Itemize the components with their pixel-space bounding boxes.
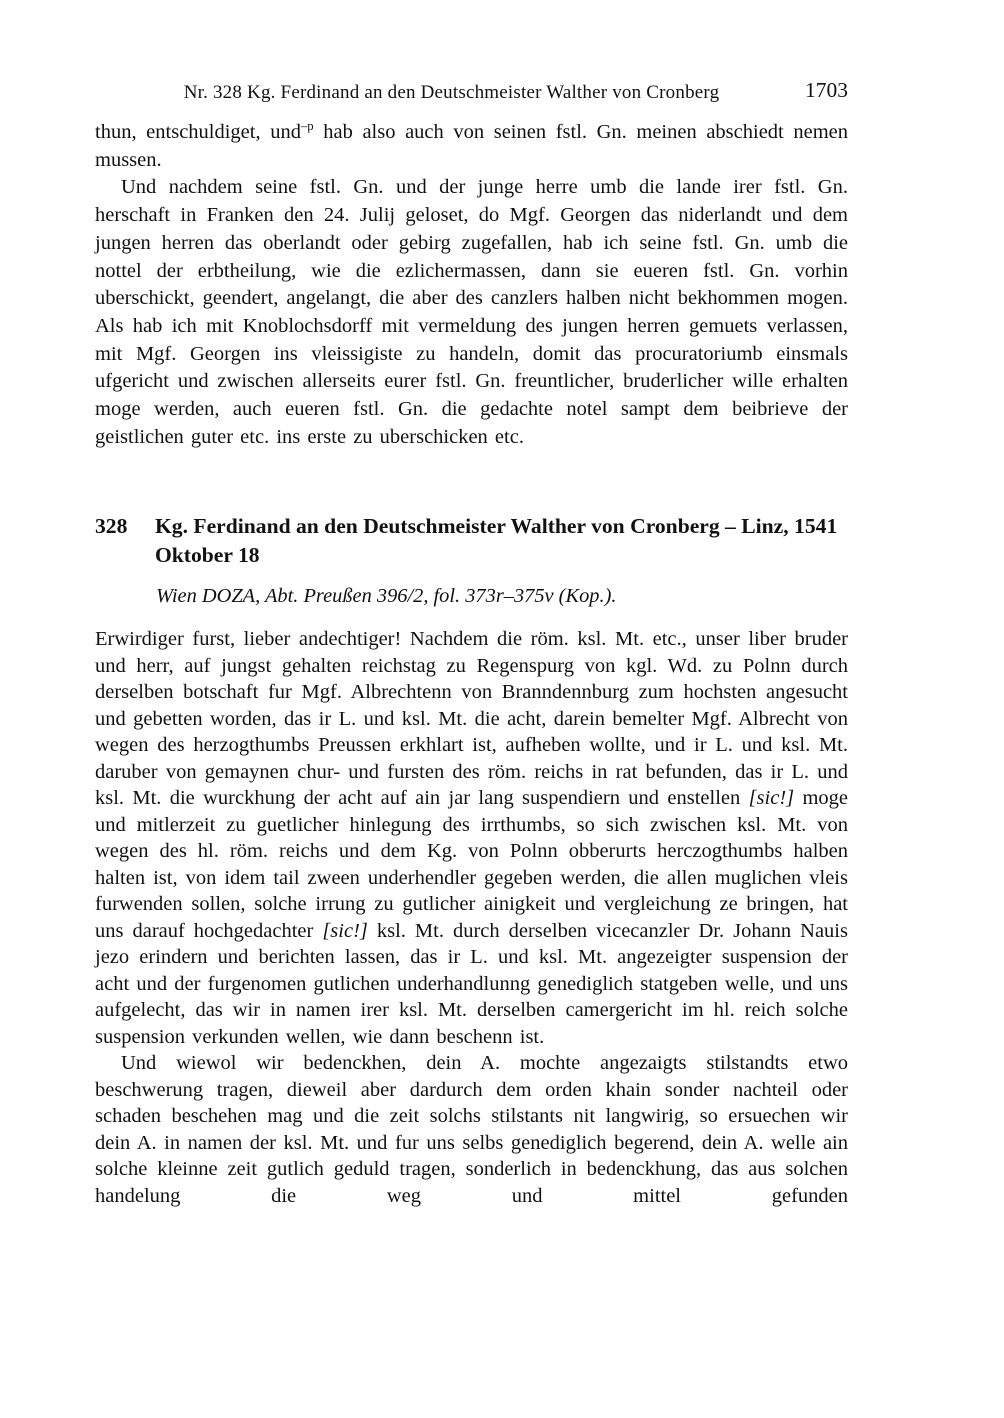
document-heading-title: Kg. Ferdinand an den Deutschmeister Walther von Cronberg – Linz, 1541 Oktober 18 <box>155 514 838 567</box>
document-number: 328 <box>95 514 128 538</box>
running-head-title: Nr. 328 Kg. Ferdinand an den Deutschmeister Walther von Cronberg <box>183 82 720 103</box>
page-number: 1703 <box>805 78 848 102</box>
document-heading <box>95 512 848 569</box>
paragraph: Erwirdiger furst, lieber andechtiger! Nachdem die röm. ksl. Mt. etc., unser liber bruder und herr, auf jungst gehalten reichstag zu Regenspurg von kgl. Wd. zu Polnn durch derselben botschaft fur Mgf. Albrechtenn von Branndennburg zum hochsten angesucht und gebetten worden, das ir L. und ksl. Mt. die acht, darein bemelter Mgf. Albrecht von wegen des herzogthumbs Preussen erkhlart ist, aufheben wollte, und ir L. und ksl. Mt. daruber von gemaynen chur- und fursten des röm. reichs in rat befunden, das ir L. und ksl. Mt. die wurckhung der acht auf ain jar lang suspendiern und enstellen [sic!] moge und mitlerzeit zu guetlicher hinlegung des irrthumbs, so sich zwischen ksl. Mt. von wegen des hl. röm. reichs und dem Kg. von Polnn obberurts herczogthumbs halben halten ist, von idem tail zween underhendler gegeben werden, die allen muglichen vleis furwenden sollen, solche irrung zu gutlicher ainigkeit und vergleichung ze bringen, hat uns darauf hochgedachter [sic!] ksl. Mt. durch derselben vicecanzler Dr. Johann Nauis jezo erindern und berichten lassen, das ir L. und ksl. Mt. angezeigter suspension der acht und der furgenomen gutlichen underhandlunng genediglich statgeben welle, und uns aufgelecht, das wir in namen irer ksl. Mt. derselben camergericht im hl. reich solche suspension verkunden wellen, wie dann beschenn ist. <box>95 628 848 1048</box>
running-head <box>95 78 848 105</box>
archival-source: Wien DOZA, Abt. Preußen 396/2, fol. 373r–375v (Kop.). <box>156 585 617 607</box>
paragraph: Und nachdem seine fstl. Gn. und der junge herre umb die lande irer fstl. Gn. herschaft in Franken den 24. Julij geloset, do Mgf. Georgen das niderlandt und dem jungen herren das oberlandt oder gebirg zugefallen, hab ich seine fstl. Gn. umb die nottel der erbtheilung, wie die ezlichermassen, dann sie eueren fstl. Gn. vorhin uberschickt, geendert, angelangt, die aber des canzlers halben nicht bekhommen mogen. Als hab ich mit Knoblochsdorff mit vermeldung des jungen herren gemuets verlassen, mit Mgf. Georgen ins vleissigiste zu handeln, domit das procuratoriumb einsmals ufgericht und zwischen allerseits eurer fstl. Gn. freuntlicher, bruderlicher wille erhalten moge werden, auch eueren fstl. Gn. die gedachte notel sampt dem beibrieve der geistlichen guter etc. ins erste zu uberschicken etc. <box>95 176 848 448</box>
paragraph: thun, entschuldiget, und$^{-p}$ hab also auch von seinen fstl. Gn. meinen abschiedt nemen mussen. <box>95 119 848 171</box>
previous-document-text <box>95 119 848 451</box>
document-body <box>95 626 848 1209</box>
paragraph: Und wiewol wir bedenckhen, dein A. mochte angezaigts stilstandts etwo beschwerung tragen, dieweil aber dardurch dem orden khain sonder nachteil oder schaden beschehen mag und die zeit solchs stilstants nit langwirig, so ersuechen wir dein A. in namen der ksl. Mt. und fur uns selbs genediglich begerend, dein A. welle ain solche kleinne zeit gutlich geduld tragen, sonderlich in bedenckhung, das aus solchen handelung die weg und mittel gefunden <box>95 1052 848 1207</box>
